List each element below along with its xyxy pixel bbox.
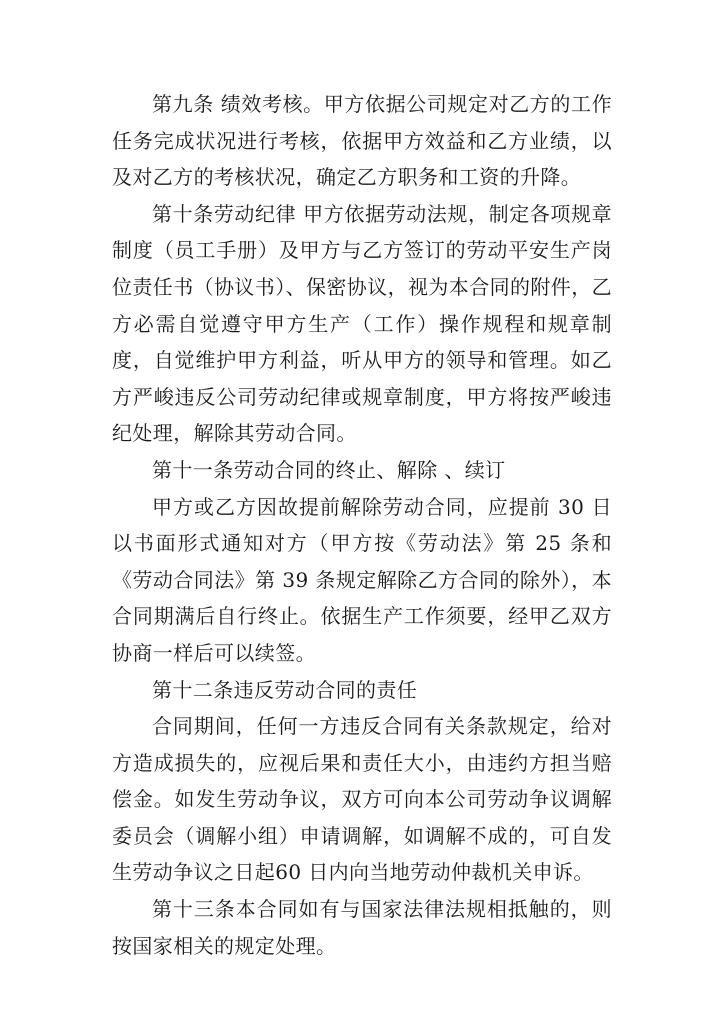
article-11-paragraph: 甲方或乙方因故提前解除劳动合同，应提前 30 日以书面形式通知对方（甲方按《劳动法》第 25 条和《劳动合同法》第 39 条规定解除乙方合同的除外），本合同期满后自行终止。依据生产工作须要，经甲乙双方协商一样后可以续签。 <box>112 494 612 665</box>
article-11-heading: 第十一条劳动合同的终止、解除 、续订 <box>152 457 506 482</box>
article-10-paragraph: 第十条劳动纪律 甲方依据劳动法规，制定各项规章制度（员工手册）及甲方与乙方签订的劳动平安生产岗位责任书（协议书）、保密协议，视为本合同的附件，乙方必需自觉遵守甲方生产（工作）操作规程和规章制度，自觉维护甲方利益，听从甲方的领导和管理。如乙方严峻违反公司劳动纪律或规章制度，甲方将按严峻违纪处理，解除其劳动合同。 <box>112 201 612 446</box>
article-12-paragraph: 合同期间，任何一方违反合同有关条款规定，给对方造成损失的，应视后果和责任大小，由违约方担当赔偿金。如发生劳动争议，双方可向本公司劳动争议调解委员会（调解小组）申请调解，如调解不成的，可自发生劳动争议之日起60 日内向当地劳动仲裁机关申诉。 <box>112 714 612 885</box>
article-12-heading: 第十二条违反劳动合同的责任 <box>152 677 418 702</box>
article-9-paragraph: 第九条 绩效考核。甲方依据公司规定对乙方的工作任务完成状况进行考核，依据甲方效益和乙方业绩，以及对乙方的考核状况，确定乙方职务和工资的升降。 <box>112 92 612 190</box>
document-body <box>112 86 612 964</box>
article-13-paragraph: 第十三条本合同如有与国家法律法规相抵触的，则按国家相关的规定处理。 <box>112 897 612 958</box>
